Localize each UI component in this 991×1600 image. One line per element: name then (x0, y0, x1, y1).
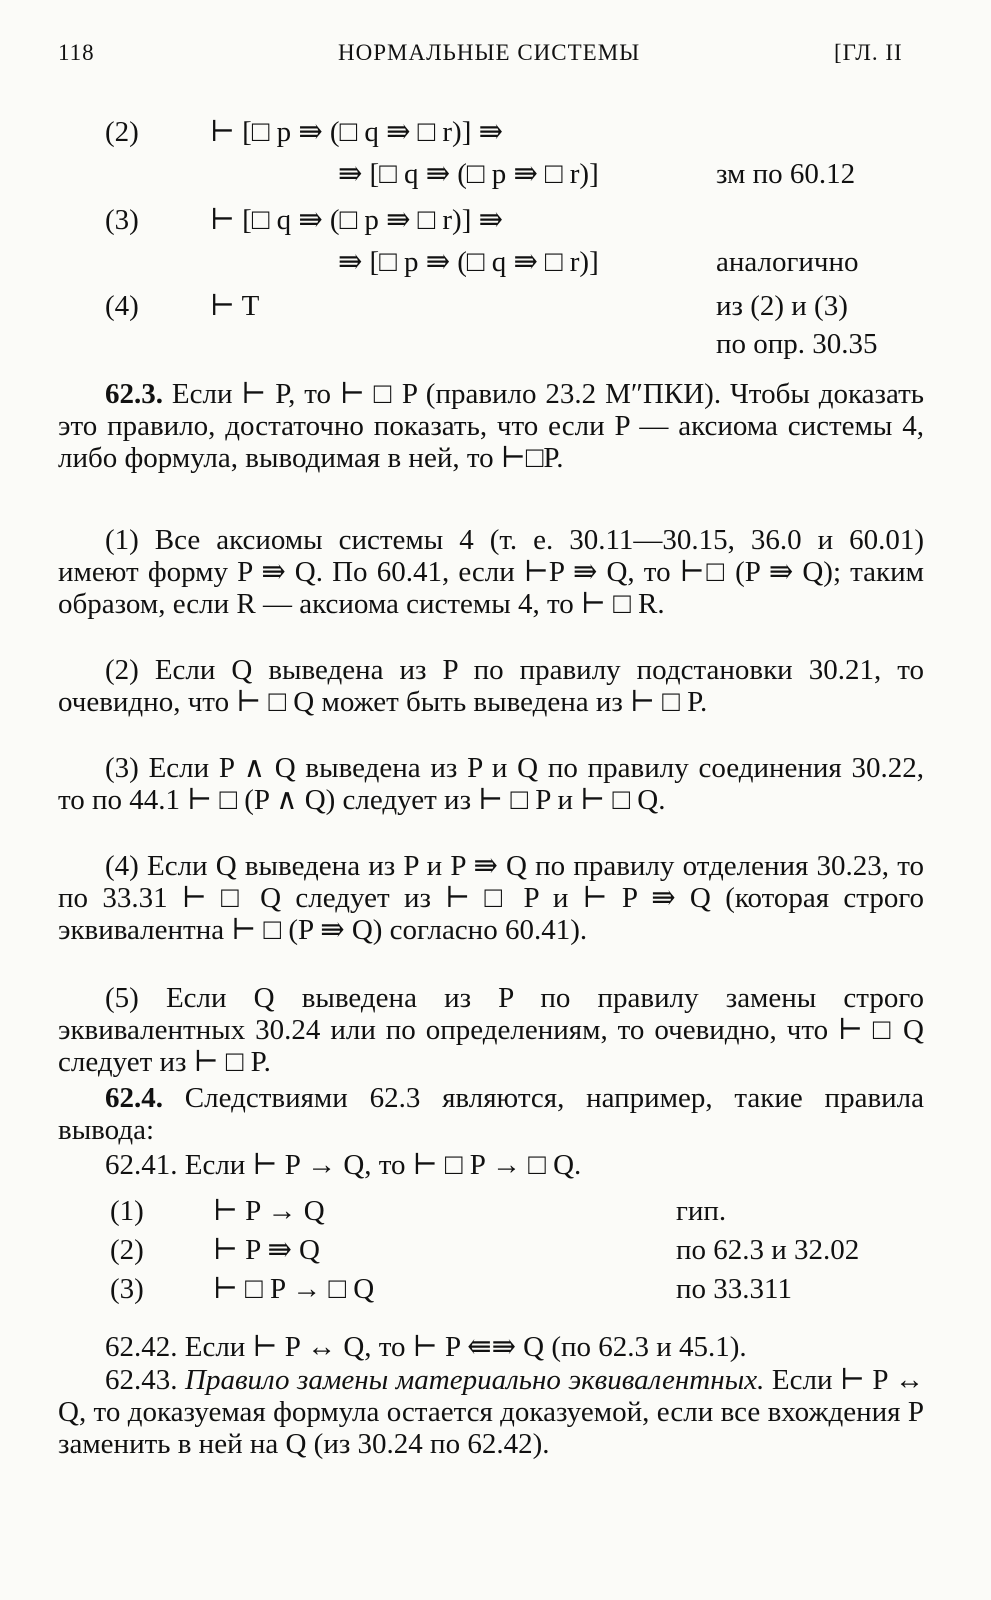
paragraph-62-3 (58, 378, 924, 474)
proof-step-number: (2) (110, 1234, 144, 1266)
proof-justification: зм по 60.12 (716, 158, 856, 190)
list-item: (3) Если P ∧ Q выведена из P и Q по правилу соединения 30.22, то по 44.1 ⊢ □ (P ∧ Q) следует из ⊢ □ P и ⊢ □ Q. (58, 752, 924, 816)
proof-justification: аналогично (716, 246, 859, 278)
proof-step-number: (1) (110, 1195, 144, 1227)
proof-formula: ⊢ T (210, 290, 260, 322)
proof-formula: ⊢ [□ p ⇛ (□ q ⇛ □ r)] ⇛ (210, 116, 503, 148)
paragraph-62-43 (58, 1364, 924, 1460)
rule-62-41: 62.41. Если ⊢ P → Q, то ⊢ □ P → □ Q. (105, 1149, 582, 1181)
proof-step-number: (4) (105, 290, 139, 322)
page-number: 118 (58, 40, 95, 65)
proof-justification: по 62.3 и 32.02 (676, 1234, 860, 1266)
section-number: 62.4. (105, 1082, 163, 1114)
proof-formula-continued: ⇛ [□ p ⇛ (□ q ⇛ □ r)] (338, 246, 599, 278)
proof-step-number: (3) (105, 204, 139, 236)
running-title: НОРМАЛЬНЫЕ СИСТЕМЫ (338, 40, 641, 65)
paragraph-62-4 (58, 1082, 924, 1146)
proof-formula: ⊢ [□ q ⇛ (□ p ⇛ □ r)] ⇛ (210, 204, 503, 236)
rule-62-42: 62.42. Если ⊢ P ↔ Q, то ⊢ P ⇚⇛ Q (по 62.3 и 45.1). (105, 1331, 747, 1363)
proof-formula: ⊢ □ P → □ Q (213, 1273, 375, 1305)
proof-formula: ⊢ P → Q (213, 1195, 325, 1227)
section-number: 62.3. (105, 378, 163, 410)
proof-justification: по опр. 30.35 (716, 328, 878, 360)
proof-justification: из (2) и (3) (716, 290, 848, 322)
section-text: Если ⊢ P ↔ Q, то доказуемая формула остается доказуемой, если все вхождения P заменить в ней на Q (из 30.24 по 62.42). (58, 1364, 924, 1460)
list-item: (2) Если Q выведена из P по правилу подстановки 30.21, то очевидно, что ⊢ □ Q может быть выведена из ⊢ □ P. (58, 654, 924, 718)
rule-title: Правило замены материально эквивалентных. (177, 1364, 765, 1396)
list-item: (4) Если Q выведена из P и P ⇛ Q по правилу отделения 30.23, то по 33.31 ⊢ □ Q следует из ⊢ □ P и ⊢ P ⇛ Q (которая строго эквивалентна ⊢ □ (P ⇛ Q) согласно 60.41). (58, 850, 924, 946)
section-text: Следствиями 62.3 являются, например, такие правила вывода: (58, 1082, 924, 1146)
proof-justification: гип. (676, 1195, 727, 1227)
proof-formula: ⊢ P ⇛ Q (213, 1234, 320, 1266)
section-text: Если ⊢ P, то ⊢ □ P (правило 23.2 M″ПКИ). Чтобы доказать это правило, достаточно показать, что если P — аксиома системы 4, либо формула, выводимая в ней, то ⊢□P. (58, 378, 924, 474)
proof-justification: по 33.311 (676, 1273, 792, 1305)
proof-formula-continued: ⇛ [□ q ⇛ (□ p ⇛ □ r)] (338, 158, 599, 190)
section-number: 62.43. (105, 1364, 178, 1396)
proof-step-number: (3) (110, 1273, 144, 1305)
chapter-label: [ГЛ. II (834, 40, 903, 65)
list-item: (1) Все аксиомы системы 4 (т. е. 30.11—30.15, 36.0 и 60.01) имеют форму P ⇛ Q. По 60.41, если ⊢P ⇛ Q, то ⊢□ (P ⇛ Q); таким образом, если R — аксиома системы 4, то ⊢ □ R. (58, 524, 924, 620)
proof-step-number: (2) (105, 116, 139, 148)
list-item: (5) Если Q выведена из P по правилу замены строго эквивалентных 30.24 или по определениям, то очевидно, что ⊢ □ Q следует из ⊢ □ P. (58, 982, 924, 1078)
